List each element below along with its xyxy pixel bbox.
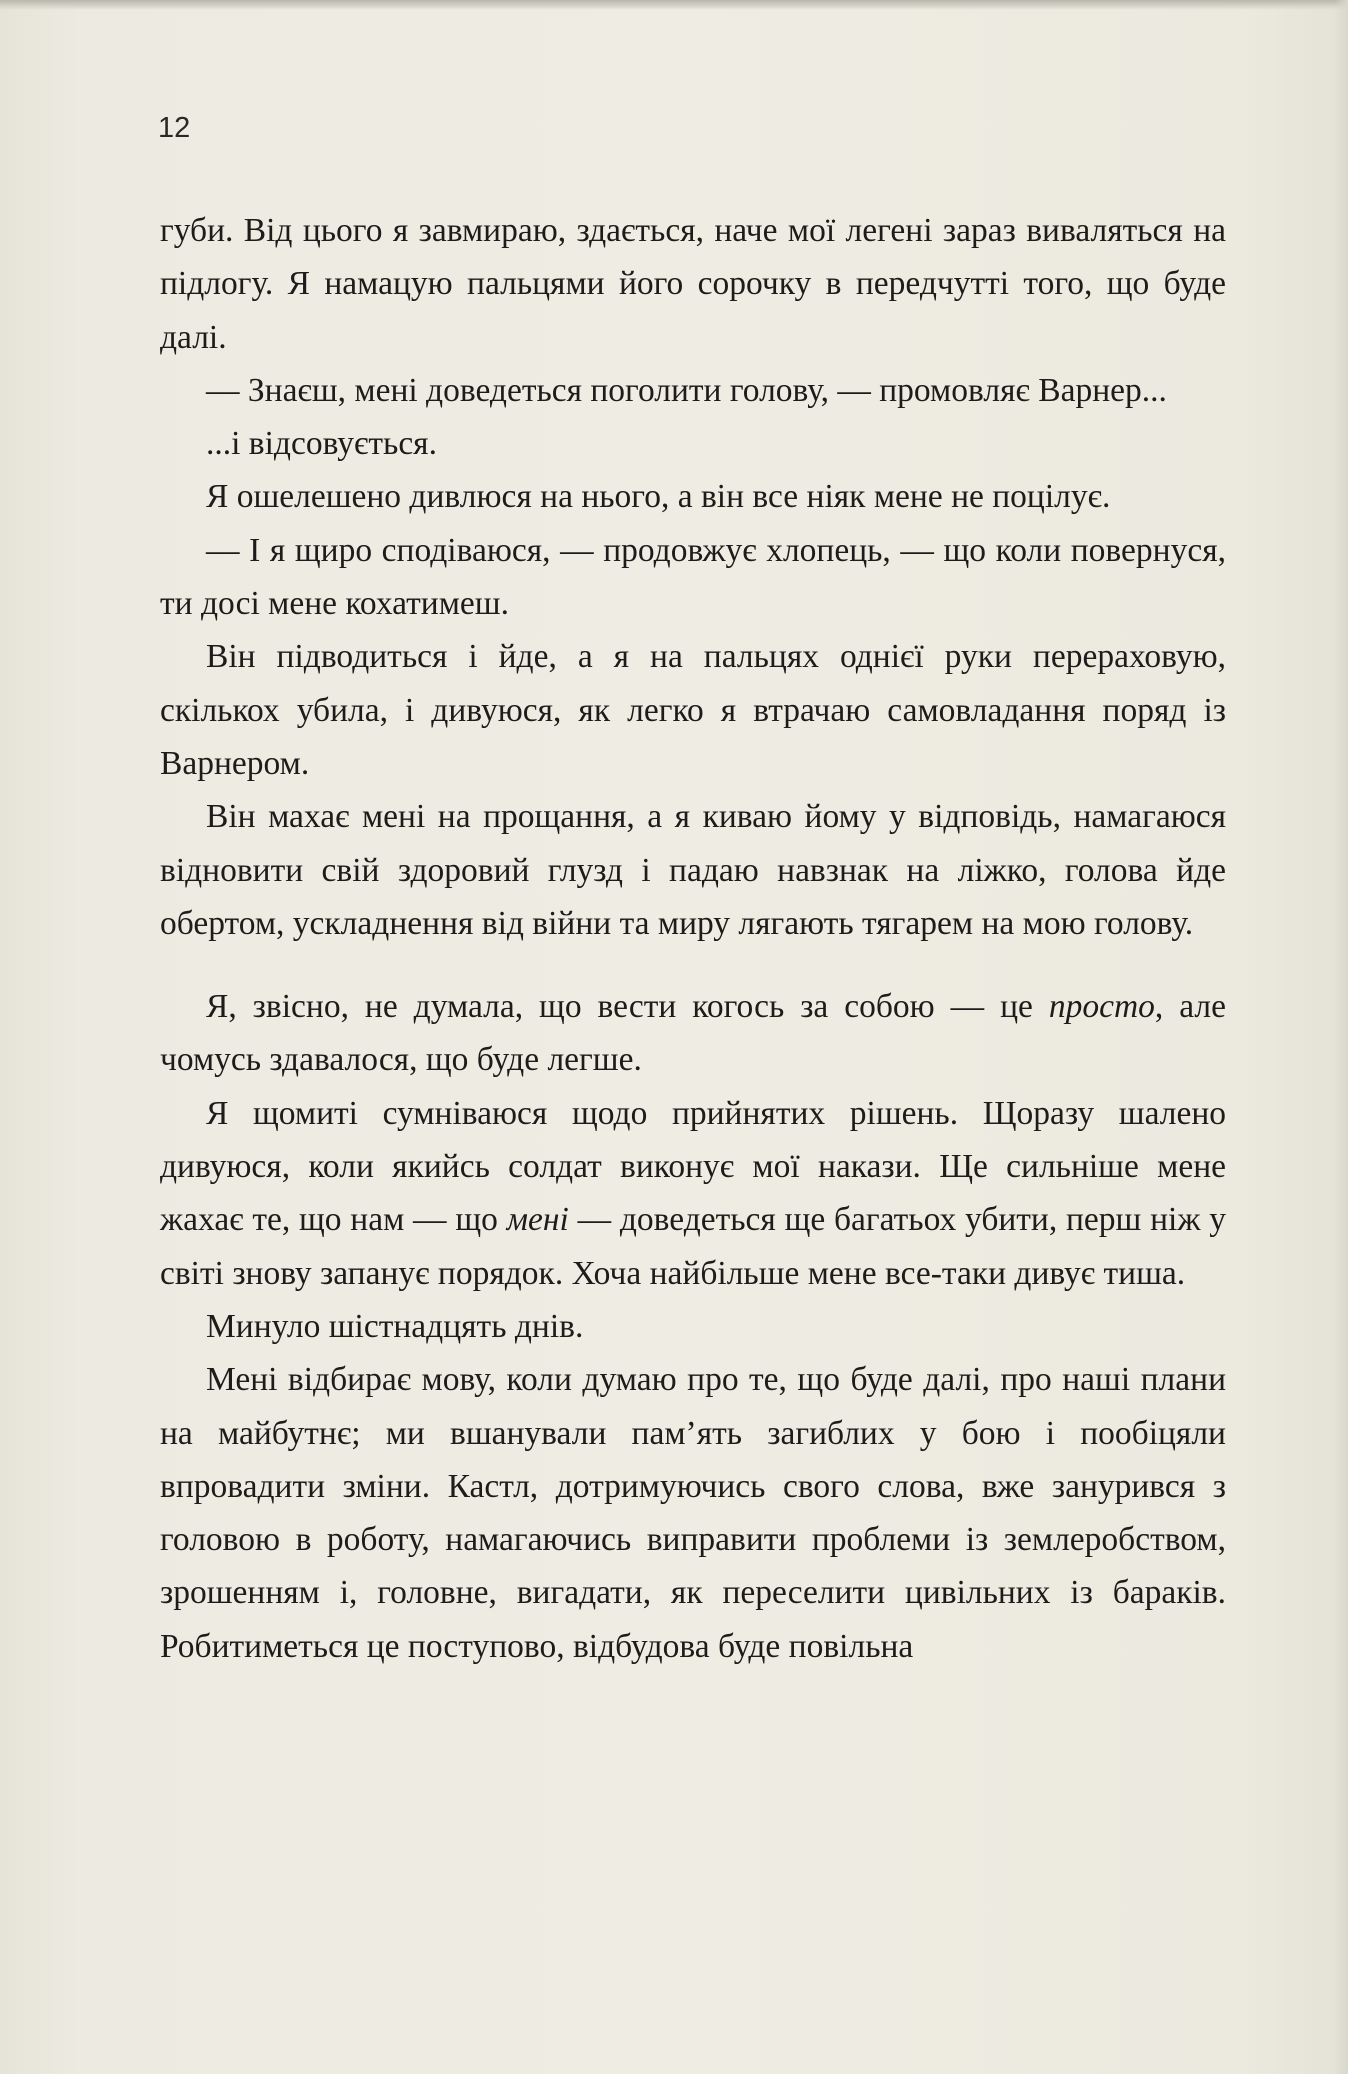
page-number: 12	[158, 112, 191, 144]
paragraph: Він махає мені на прощання, а я киваю йому у відповідь, намагаюся відновити свій здоровий глузд і падаю навзнак на ліжко, голова йде обертом, ускладнення від війни та миру лягають тягарем на мою голову.	[160, 798, 1226, 942]
paragraph: Минуло шістнадцять днів.	[206, 1307, 584, 1345]
paragraph: — Знаєш, мені доведеться поголити голову, — промовляє Варнер...	[206, 371, 1167, 409]
italic-text: просто	[1048, 988, 1155, 1026]
text-span: Я щомиті сумніваюся щодо прийнятих рішень. Щоразу шалено дивуюся, коли якийсь солдат виконує мої накази. Ще сильніше мене жахає те, що нам — що	[160, 1094, 1226, 1239]
paragraph: ...і відсовується.	[206, 425, 437, 463]
section-break	[160, 950, 1226, 980]
paragraph	[160, 980, 1226, 1087]
page-top-edge-shadow	[0, 0, 1348, 10]
text-span: , але чомусь здавалося, що буде легше.	[160, 988, 1227, 1079]
paragraph: губи. Від цього я завмираю, здається, наче мої легені зараз вивалятьcя на підлогу. Я намацую пальцями його сорочку в передчутті того, що буде далі.	[160, 212, 1226, 356]
text-span: — доведеться ще багатьох убити, перш ніж у світі знову запанує порядок. Хоча найбільше мене все-таки дивує тиша.	[160, 1201, 1226, 1292]
paragraph: — І я щиро сподіваюся, — продовжує хлопець, — що коли повернуся, ти досі мене кохатимеш.	[160, 531, 1226, 623]
paragraph	[160, 1087, 1226, 1300]
paragraph: Я ошелешено дивлюся на нього, а він все ніяк мене не поцілує.	[206, 478, 1111, 516]
page-right-edge-shadow	[1334, 0, 1348, 2074]
italic-text: мені	[506, 1201, 569, 1239]
paragraph: Мені відбирає мову, коли думаю про те, що буде далі, про наші плани на майбутнє; ми вшанували пам’ять загиблих у бою і пообіцяли впровадити зміни. Кастл, дотримуючись свого слова, вже занурився з головою в роботу, намагаючись виправити проблеми із землеробством, зрошенням і, головне, вигадати, як переселити цивільних із бараків. Робитиметься це поступово, відбудова буде повільна	[160, 1361, 1226, 1665]
text-span: Я, звісно, не думала, що вести когось за собою — це	[206, 988, 1049, 1026]
paragraph: Він підводиться і йде, а я на пальцях однієї руки перераховую, скількох убила, і дивуюся, як легко я втрачаю самовладання поряд із Варнером.	[160, 638, 1226, 782]
body-text	[160, 204, 1226, 1673]
